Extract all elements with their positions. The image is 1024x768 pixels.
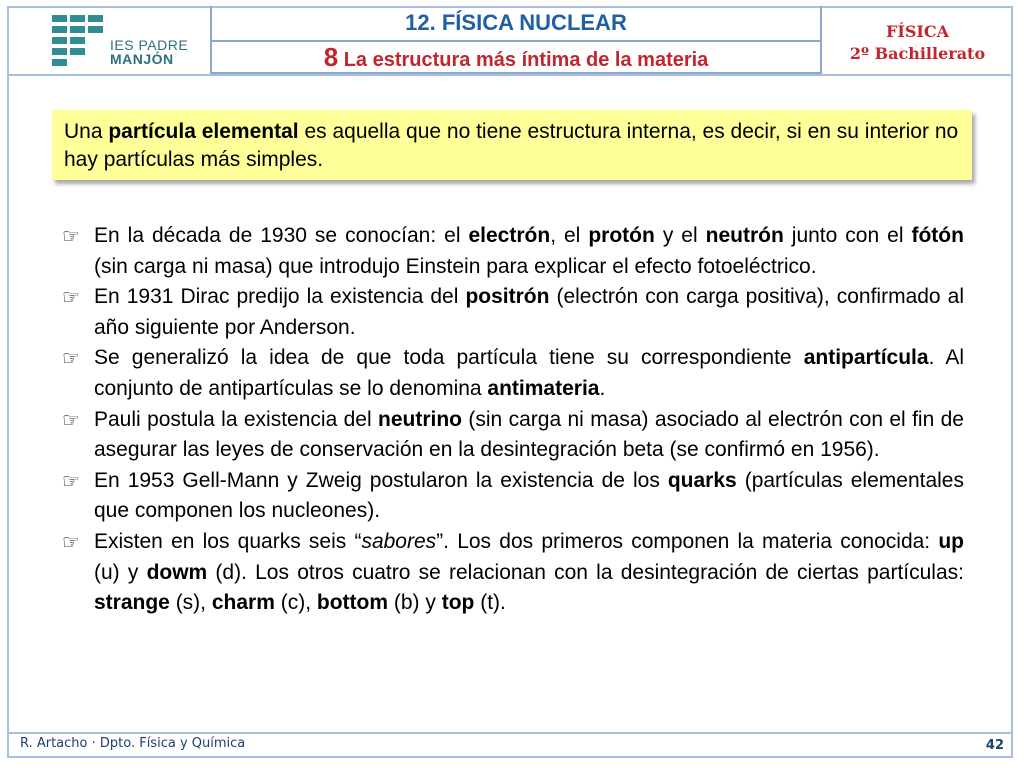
bullet-text: ”. Los dos primeros componen la materia conocida: <box>436 529 939 553</box>
logo-line1: IES PADRE <box>110 37 189 53</box>
bullet-text: sabores <box>361 529 437 553</box>
footer-author: R. Artacho · Dpto. Física y Química <box>20 736 246 751</box>
bullet-text: Se generalizó la idea de que toda partícula tiene su correspondiente <box>94 346 804 370</box>
bullet-text: . <box>599 376 606 400</box>
bullet-text: junto con el <box>783 224 912 247</box>
section-number: 8 <box>323 42 339 72</box>
pointing-hand-icon: ☞ <box>62 346 80 371</box>
bullet-term: top <box>441 591 475 615</box>
bullet-text: (u) y <box>94 560 147 584</box>
pointing-hand-icon: ☞ <box>62 407 80 432</box>
bullet-text: (d). Los otros cuatro se relacionan con la desintegración de ciertas partículas: <box>207 560 964 584</box>
bullet-text: Existen en los quarks seis “ <box>94 529 362 553</box>
bullet-text: . Al conjunto de antipartículas se lo denomina <box>94 346 964 400</box>
bullet-text: , el <box>550 224 589 247</box>
bullet-text: (partículas elementales que componen los nucleones). <box>94 468 964 523</box>
bullet-term: fótón <box>911 224 964 247</box>
bullet-term: protón <box>588 224 655 247</box>
bullet-text: En la década de 1930 se conocían: el <box>94 224 469 247</box>
bullet-term: antimateria <box>487 376 600 400</box>
bullet-term: quarks <box>667 468 737 492</box>
page-number: 42 <box>985 738 1004 753</box>
definition-pre: Una <box>64 120 109 143</box>
bullet-text: (b) y <box>388 591 442 615</box>
bullet-term: positrón <box>465 285 550 309</box>
bullet-term: neutrón <box>705 224 784 247</box>
bullet-text: Pauli postula la existencia del <box>94 407 379 431</box>
bullet-text: y el <box>654 224 706 247</box>
definition-box <box>52 110 972 180</box>
bullet-item <box>62 405 964 466</box>
bullet-term: neutrino <box>378 407 463 431</box>
logo-line2: MANJÓN <box>110 51 174 67</box>
header-divider <box>7 74 1013 76</box>
school-logo <box>18 8 210 74</box>
bullet-text: En 1931 Dirac predijo la existencia del <box>94 285 466 309</box>
section-title-row <box>212 42 820 72</box>
course-label: 2º Bachillerato <box>849 44 986 63</box>
bullet-term: bottom <box>316 591 389 615</box>
bullet-item <box>62 282 964 343</box>
bullet-text: (sin carga ni masa) que introdujo Einstein para explicar el efecto fotoeléctrico. <box>94 254 817 278</box>
section-title: La estructura más íntima de la materia <box>343 49 709 71</box>
logo-grid-icon <box>52 15 104 67</box>
definition-term: partícula elemental <box>108 120 299 143</box>
subject-box <box>822 6 1013 74</box>
pointing-hand-icon: ☞ <box>62 468 80 493</box>
bullet-text: En 1953 Gell-Mann y Zweig postularon la existencia de los <box>94 468 668 492</box>
bullet-text: (c), <box>274 591 317 615</box>
bullet-text: (s), <box>169 591 212 615</box>
bullet-item <box>62 527 964 619</box>
pointing-hand-icon: ☞ <box>62 224 80 248</box>
bullet-text: (t). <box>474 591 506 615</box>
unit-title: 12. FÍSICA NUCLEAR <box>212 6 820 42</box>
title-box <box>210 6 822 74</box>
bullet-item <box>62 221 964 282</box>
bullet-item <box>62 343 964 404</box>
subject-label: FÍSICA <box>885 22 950 41</box>
definition-post: es aquella que no tiene estructura interna, es decir, si en su interior no hay partículas más simples. <box>64 120 959 171</box>
bullet-term: antipartícula <box>803 346 929 370</box>
bullet-item <box>62 466 964 527</box>
bullet-term: electrón <box>468 224 551 247</box>
pointing-hand-icon: ☞ <box>62 285 80 310</box>
bullet-text: (sin carga ni masa) asociado al electrón con el fin de asegurar las leyes de conservación en la desintegración beta (se confirmó en 1956). <box>94 407 964 462</box>
pointing-hand-icon: ☞ <box>62 529 80 554</box>
bullet-term: charm <box>211 591 275 615</box>
bullet-list <box>62 221 964 619</box>
footer-divider <box>7 732 1013 734</box>
bullet-term: strange <box>94 591 170 615</box>
bullet-term: dowm <box>146 560 208 584</box>
bullet-term: up <box>938 529 964 553</box>
bullet-text: (electrón con carga positiva), confirmado al año siguiente por Anderson. <box>94 285 964 339</box>
